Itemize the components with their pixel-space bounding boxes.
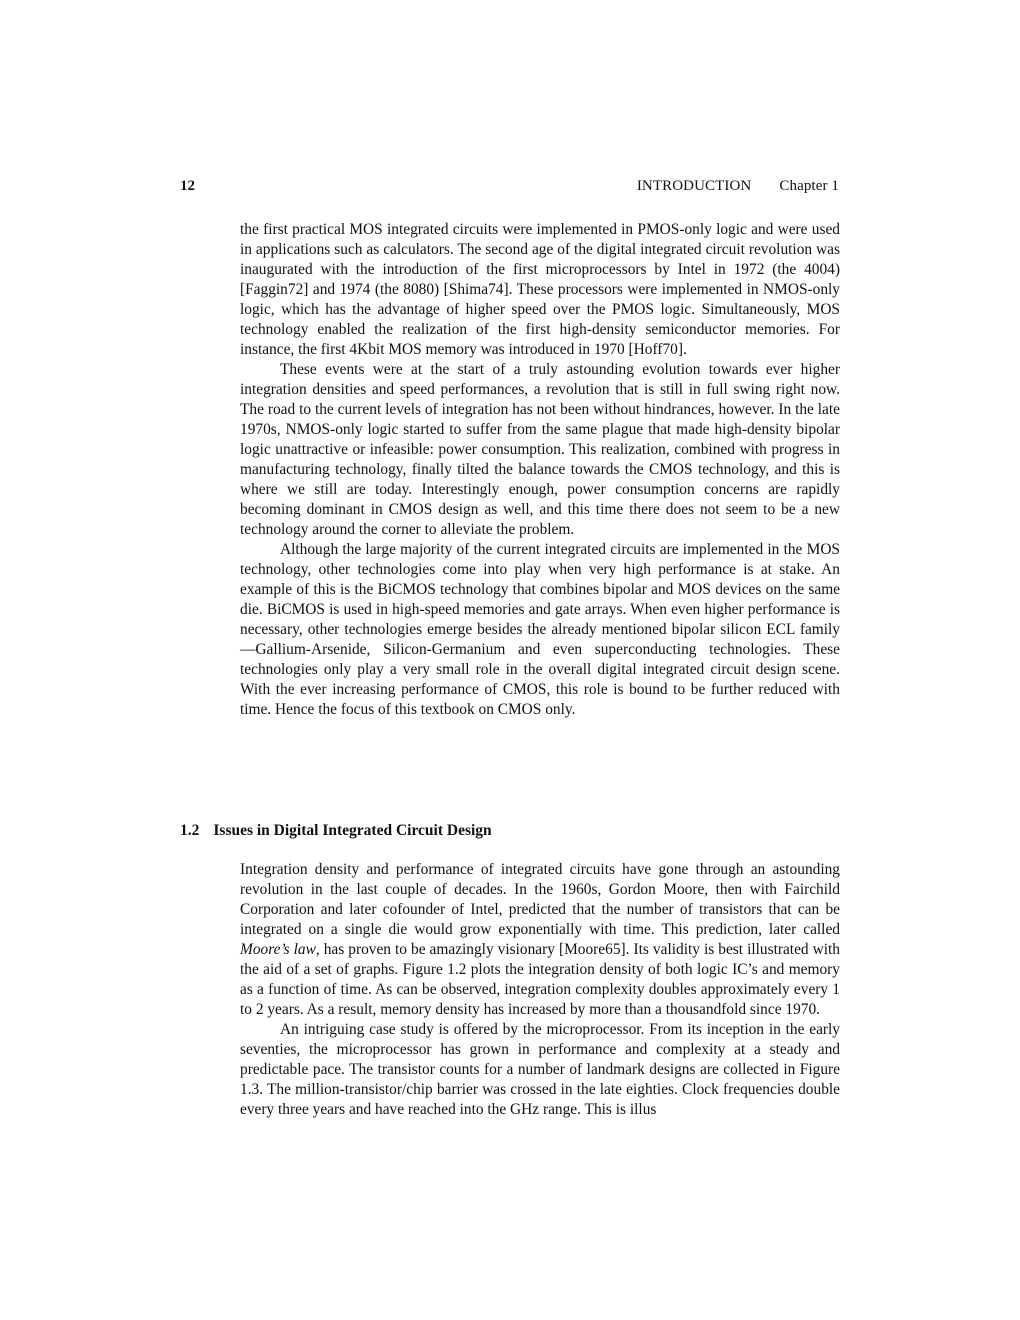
section-title: Issues in Digital Integrated Circuit Design xyxy=(213,822,492,839)
section-heading xyxy=(180,821,492,841)
body-text-block-bottom xyxy=(240,860,840,1120)
paragraph-microprocessor: An intriguing case study is offered by the microprocessor. From its inception in the early seventies, the microprocessor has grown in performance and complexity at a steady and predictable pace. The transistor counts for a number of landmark designs are collected in Figure 1.3. The million-transistor/chip barrier was crossed in the late eighties. Clock frequencies double every three years and have reached into the GHz range. This is illus xyxy=(240,1021,840,1118)
running-header xyxy=(637,176,839,196)
page-number: 12 xyxy=(180,178,195,194)
section-number: 1.2 xyxy=(180,822,200,839)
paragraph-evolution: These events were at the start of a truly astounding evolution towards ever higher integration densities and speed performances, a revolution that is still in full swing right now. The road to the current levels of integration has not been without hindrances, however. In the late 1970s, NMOS-only logic started to suffer from the same plague that made high-density bipolar logic unattractive or infeasible: power consumption. This realization, combined with progress in manufacturing technology, finally tilted the balance towards the CMOS technology, and this is where we still are today. Interestingly enough, power consumption concerns are rapidly becoming dominant in CMOS design as well, and this time there does not seem to be a new technology around the corner to alleviate the problem. xyxy=(240,361,840,538)
moore-text-after: , has proven to be amazingly visionary [Moore65]. Its validity is best illustrated with the aid of a set of graphs. Figure 1.2 plots the integration density of both logic IC’s and memory as a function of time. As can be observed, integration complexity doubles approximately every 1 to 2 years. As a result, memory density has increased by more than a thousandfold since 1970. xyxy=(240,941,840,1018)
paragraph-technologies: Although the large majority of the current integrated circuits are implemented in the MOS technology, other technologies come into play when very high performance is at stake. An example of this is the BiCMOS technology that combines bipolar and MOS devices on the same die. BiCMOS is used in high-speed memories and gate arrays. When even higher performance is necessary, other technologies emerge besides the already mentioned bipolar silicon ECL family—Gallium-Arsenide, Silicon-Germanium and even superconducting technologies. These technologies only play a very small role in the overall digital integrated circuit design scene. With the ever increasing performance of CMOS, this role is bound to be further reduced with time. Hence the focus of this textbook on CMOS only. xyxy=(240,541,840,718)
moores-law-term: Moore’s law xyxy=(240,941,316,958)
moore-text-before: Integration density and performance of integrated circuits have gone through an astounding revolution in the last couple of decades. In the 1960s, Gordon Moore, then with Fairchild Corporation and later cofounder of Intel, predicted that the number of transistors that can be integrated on a single die would grow exponentially with time. This prediction, later called xyxy=(240,861,840,938)
running-header-section: INTRODUCTION xyxy=(636,178,752,194)
paragraph-moore xyxy=(240,860,840,1020)
running-header-chapter: Chapter 1 xyxy=(779,178,839,194)
body-text-block-top xyxy=(240,220,840,720)
paragraph-pmos-nmos: the first practical MOS integrated circuits were implemented in PMOS-only logic and were used in applications such as calculators. The second age of the digital integrated circuit revolution was inaugurated with the introduction of the first microprocessors by Intel in 1972 (the 4004) [Faggin72] and 1974 (the 8080) [Shima74]. These processors were implemented in NMOS-only logic, which has the advantage of higher speed over the PMOS logic. Simultaneously, MOS technology enabled the realization of the first high-density semiconductor memories. For instance, the first 4Kbit MOS memory was introduced in 1970 [Hoff70]. xyxy=(240,221,840,358)
